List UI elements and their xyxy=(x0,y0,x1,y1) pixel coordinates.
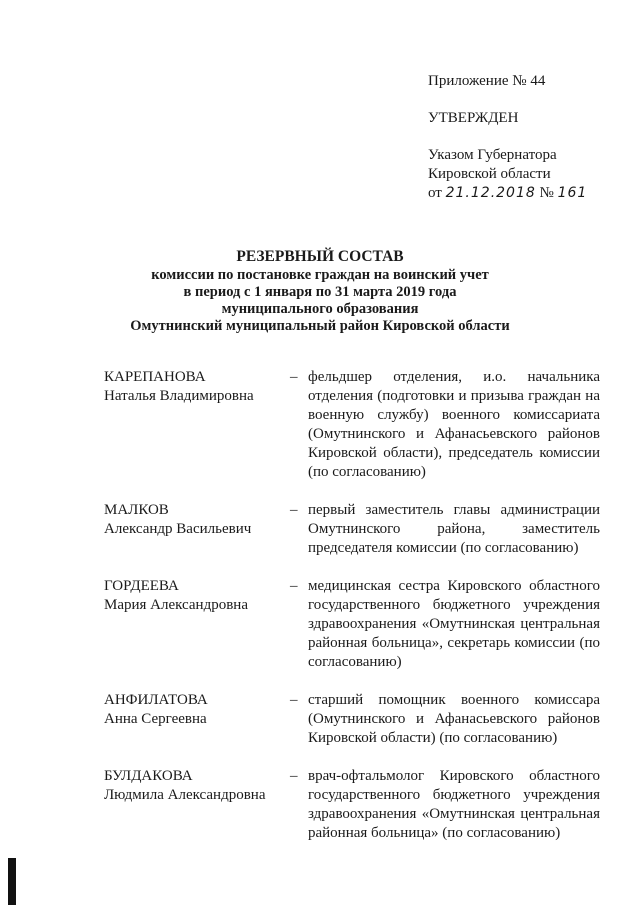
title-line-1: комиссии по постановке граждан на воинский учет xyxy=(151,267,489,283)
member-role: старший помощник военного комиссара (Омутнинского и Афанасьевского районов Кировской области) (по согласованию) xyxy=(308,692,600,746)
member-given-name: Наталья Владимировна xyxy=(104,388,254,404)
member-given-name: Людмила Александровна xyxy=(104,787,266,803)
member-role: медицинская сестра Кировского областного государственного бюджетного учреждения здравоохранения «Омутнинская центральная районная больница», секретарь комиссии (по согласованию) xyxy=(308,578,600,670)
decree-date-line xyxy=(428,184,628,203)
member-list xyxy=(104,368,600,862)
member-surname: КАРЕПАНОВА xyxy=(104,369,206,385)
member-role: первый заместитель главы администрации Омутнинского района, заместитель председателя комиссии (по согласованию) xyxy=(308,502,600,556)
decree-line-2: Кировской области xyxy=(428,166,551,182)
member-name xyxy=(104,368,290,482)
decree-number: 161 xyxy=(557,185,588,201)
scan-margin-mark xyxy=(8,858,16,905)
member-dash: – xyxy=(290,578,298,594)
decree-line-1: Указом Губернатора xyxy=(428,147,557,163)
appendix-number: Приложение № 44 xyxy=(428,73,546,89)
title-line-4: Омутнинский муниципальный район Кировской области xyxy=(130,318,510,334)
member-role: фельдшер отделения, и.о. начальника отделения (подготовки и призыва граждан на военную службу) военного комиссариата (Омутнинского и Афанасьевского районов Кировской области), председатель комиссии (по согласованию) xyxy=(308,369,600,480)
member-name xyxy=(104,501,290,558)
title-line-3: муниципального образования xyxy=(221,301,419,317)
member-surname: БУЛДАКОВА xyxy=(104,768,193,784)
member-surname: МАЛКОВ xyxy=(104,502,169,518)
member-item xyxy=(104,368,600,482)
member-dash: – xyxy=(290,768,298,784)
member-surname: АНФИЛАТОВА xyxy=(104,692,208,708)
member-role: врач-офтальмолог Кировского областного государственного бюджетного учреждения здравоохранения «Омутнинская центральная районная больница» (по согласованию) xyxy=(308,768,600,841)
member-item xyxy=(104,767,600,843)
approved-label: УТВЕРЖДЕН xyxy=(428,110,519,126)
date-prefix: от xyxy=(428,185,442,201)
number-prefix: № xyxy=(539,185,554,201)
member-name xyxy=(104,767,290,843)
document-title xyxy=(0,248,640,335)
member-surname: ГОРДЕЕВА xyxy=(104,578,179,594)
approval-block xyxy=(428,72,628,203)
member-given-name: Александр Васильевич xyxy=(104,521,252,537)
title-main: РЕЗЕРВНЫЙ СОСТАВ xyxy=(236,248,404,265)
title-line-2: в период с 1 января по 31 марта 2019 года xyxy=(183,284,457,300)
member-item xyxy=(104,691,600,748)
member-name xyxy=(104,691,290,748)
member-item xyxy=(104,501,600,558)
member-dash: – xyxy=(290,369,298,385)
member-item xyxy=(104,577,600,672)
member-dash: – xyxy=(290,502,298,518)
member-given-name: Мария Александровна xyxy=(104,597,248,613)
member-dash: – xyxy=(290,692,298,708)
member-name xyxy=(104,577,290,672)
member-given-name: Анна Сергеевна xyxy=(104,711,207,727)
decree-date: 21.12.2018 xyxy=(445,185,536,201)
